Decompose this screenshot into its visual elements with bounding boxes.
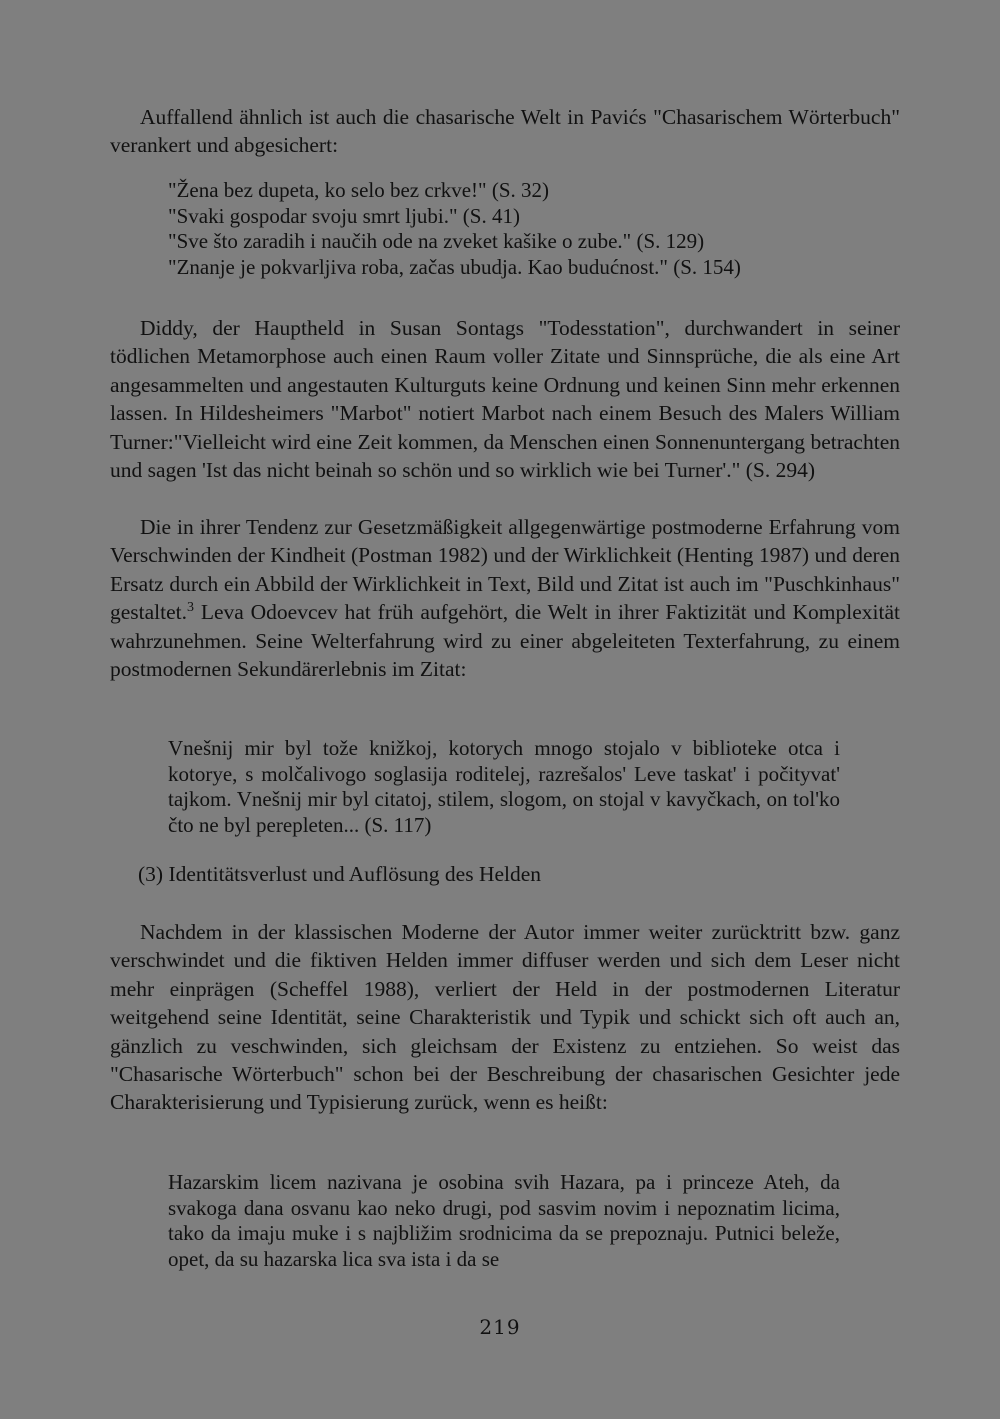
quote-line: "Svaki gospodar svoju smrt ljubi." (S. 41) — [168, 203, 520, 228]
quote-line: "Znanje je pokvarljiva roba, začas ubudja. Kao budućnost." (S. 154) — [168, 254, 741, 279]
quote-list-proverbs — [168, 178, 840, 280]
footnote-marker: 3 — [187, 600, 195, 616]
paragraph-intro: Auffallend ähnlich ist auch die chasarische Welt in Pavićs "Chasarischem Wörterbuch" verankert und abgesichert: — [110, 105, 900, 158]
page-number: 219 — [479, 1315, 521, 1339]
paragraph-text: Die in ihrer Tendenz zur Gesetzmäßigkeit allgegenwärtige postmoderne Erfahrung vom Verschwinden der Kindheit (Postman 1982) und der Wirklichkeit (Henting 1987) und deren Ersatz durch ein Abbild der Wirklichkeit in Text, Bild und Zitat ist auch im "Puschkinhaus" gestaltet. — [110, 515, 900, 625]
quote-line: "Žena bez dupeta, ko selo bez crkve!" (S. 32) — [168, 178, 549, 202]
paragraph-diddy: Diddy, der Hauptheld in Susan Sontags "Todesstation", durchwandert in seiner tödlichen Metamorphose auch einen Raum voller Zitate und Sinnsprüche, die als eine Art angesammelten und angestauten Kulturguts keine Ordnung und keinen Sinn mehr erkennen lassen. In Hildesheimers "Marbot" notiert Marbot nach einem Besuch des Malers William Turner:"Vielleicht wird eine Zeit kommen, da Menschen einen Sonnenuntergang betrachten und sagen 'Ist das nicht beinah so schön und so wirklich wie bei Turner'." (S. 294) — [110, 316, 900, 483]
section-heading: (3) Identitätsverlust und Auflösung des Helden — [138, 862, 542, 886]
quote-block-hazar: Hazarskim licem nazivana je osobina svih Hazara, pa i princeze Ateh, da svakoga dana osvanu kao neko drugi, pod sasvim novim i nepoznatim licima, tako da imaju muke i s najbližim srodnicima da se prepoznaju. Putnici beleže, opet, da su hazarska lica sva ista i da se — [168, 1170, 840, 1271]
paragraph-postmodern — [110, 513, 900, 683]
paragraph-identity: Nachdem in der klassischen Moderne der Autor immer weiter zurücktritt bzw. ganz verschwindet und die fiktiven Helden immer diffuser werden und sich dem Leser nicht mehr einprägen (Scheffel 1988), verliert der Held in der postmodernen Literatur weitgehend seine Identität, seine Charakteristik und Typik und schickt sich oft auch an, gänzlich zu veschwinden, sich gleichsam der Existenz zu entziehen. So weist das "Chasarische Wörterbuch" schon bei der Beschreibung der chasarischen Gesichter jede Charakterisierung und Typisierung zurück, wenn es heißt: — [110, 920, 900, 1115]
paragraph-text: Leva Odoevcev hat früh aufgehört, die Welt in ihrer Faktizität und Komplexität wahrzunehmen. Seine Welterfahrung wird zu einer abgeleiteten Texterfahrung, zu einem postmodernen Sekundärerlebnis im Zitat: — [110, 600, 900, 682]
quote-line: "Sve što zaradih i naučih ode na zveket kašike o zube." (S. 129) — [168, 229, 705, 253]
quote-block-puschkinhaus: Vnešnij mir byl tože knižkoj, kotorych mnogo stojalo v biblioteke otca i kotorye, s molčalivogo soglasija roditelej, razrešalos' Leve taskat' i počityvat' tajkom. Vnešnij mir byl citatoj, stilem, slogom, on stojal v kavyčkach, on tol'ko čto ne byl perepleten... (S. 117) — [168, 736, 840, 837]
